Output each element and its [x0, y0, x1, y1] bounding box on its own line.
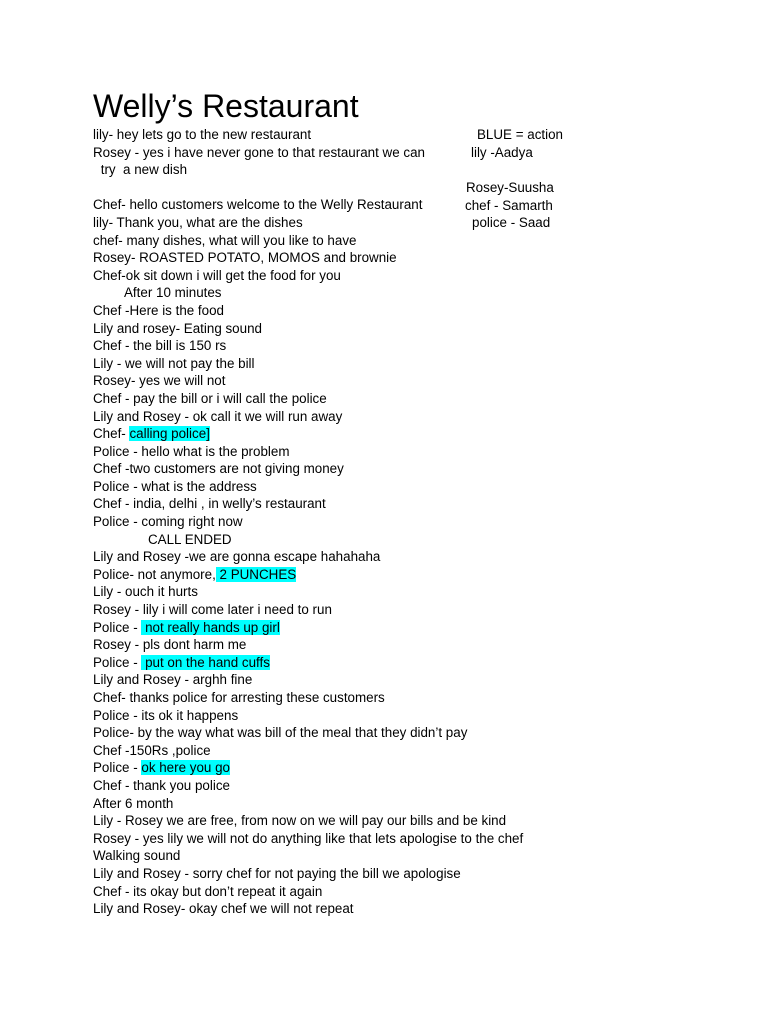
script-line: lily- Thank you, what are the dishes [93, 214, 303, 230]
script-line: Police - not really hands up girl [93, 619, 280, 635]
action-highlight: ok here you go [141, 760, 230, 776]
script-line: Lily and Rosey -we are gonna escape hahahaha [93, 549, 381, 565]
script-line: Chef- hello customers welcome to the Welly Restaurant [93, 197, 423, 213]
script-line: Chef - thank you police [93, 777, 230, 793]
script-line: Rosey - yes lily we will not do anything like that lets apologise to the chef [93, 830, 524, 846]
script-line: Chef- thanks police for arresting these customers [93, 690, 385, 705]
script-line: lily- hey lets go to the new restaurant [93, 127, 312, 142]
script-line: Lily - Rosey we are free, from now on we will pay our bills and be kind [93, 813, 507, 829]
script-line: Lily - ouch it hurts [93, 584, 198, 600]
script-body [93, 126, 653, 918]
cast-entry-rosey: Rosey-Suusha [466, 180, 554, 195]
scene-direction: After 10 minutes [124, 285, 222, 301]
script-line: Rosey - yes i have never gone to that restaurant we can [93, 144, 425, 160]
script-line: Chef - india, delhi , in welly’s restaurant [93, 496, 326, 512]
legend-text: BLUE = action [477, 127, 563, 142]
script-line: Lily and Rosey - sorry chef for not paying the bill we apologise [93, 865, 461, 881]
script-line: Police - coming right now [93, 514, 243, 530]
script-line: chef- many dishes, what will you like to have [93, 232, 357, 248]
script-line: Chef -two customers are not giving money [93, 461, 344, 477]
action-highlight: 2 PUNCHES [215, 566, 297, 582]
script-line: Lily and Rosey - ok call it we will run away [93, 408, 343, 424]
action-highlight: calling police] [129, 426, 210, 442]
script-line: Chef- calling police] [93, 426, 210, 442]
script-line [93, 179, 653, 197]
script-line: After 6 month [93, 795, 174, 811]
script-line: Lily and Rosey - arghh fine [93, 672, 253, 688]
script-line: Police - its ok it happens [93, 707, 239, 723]
page-title: Welly’s Restaurant [93, 88, 359, 124]
cast-entry-police: police - Saad [472, 215, 551, 230]
script-line: try a new dish [97, 162, 188, 178]
script-line: Police- not anymore, 2 PUNCHES [93, 566, 297, 582]
script-line: Lily and Rosey- okay chef we will not repeat [93, 901, 354, 917]
action-highlight: put on the hand cuffs [141, 654, 270, 670]
action-highlight: not really hands up girl [141, 619, 280, 635]
script-line: Chef - the bill is 150 rs [93, 338, 227, 354]
script-line: Police- by the way what was bill of the meal that they didn’t pay [93, 725, 468, 741]
script-line: Lily and rosey- Eating sound [93, 320, 262, 336]
script-line: Police - ok here you go [93, 760, 230, 776]
cast-entry-chef: chef - Samarth [465, 198, 553, 213]
script-line: Police - what is the address [93, 478, 257, 494]
script-line: Rosey- yes we will not [93, 373, 226, 389]
script-line: Lily - we will not pay the bill [93, 355, 255, 371]
script-line: Walking sound [93, 848, 181, 864]
script-line: Police - put on the hand cuffs [93, 654, 270, 670]
scene-direction: CALL ENDED [148, 531, 232, 547]
script-line: Chef - its okay but don’t repeat it again [93, 883, 323, 899]
script-line: Chef -150Rs ,police [93, 742, 211, 758]
script-line: Police - hello what is the problem [93, 443, 290, 459]
script-line: Rosey - lily i will come later i need to run [93, 602, 332, 618]
script-line: Chef - pay the bill or i will call the police [93, 390, 327, 406]
script-line: Rosey- ROASTED POTATO, MOMOS and brownie [93, 250, 397, 266]
script-line: Rosey - pls dont harm me [93, 637, 247, 653]
script-line: Chef-ok sit down i will get the food for you [93, 267, 341, 283]
cast-entry-lily: lily -Aadya [471, 145, 533, 160]
script-line: Chef -Here is the food [93, 302, 224, 318]
